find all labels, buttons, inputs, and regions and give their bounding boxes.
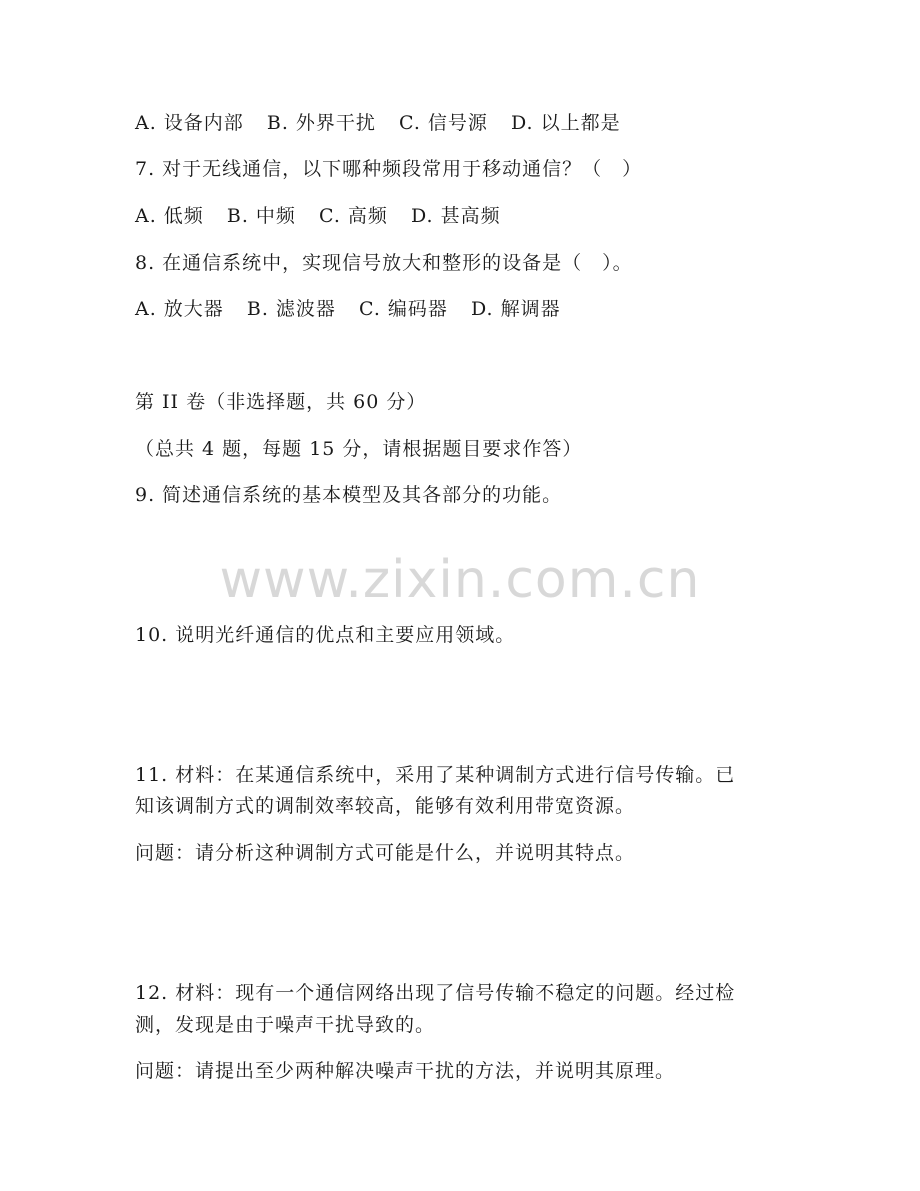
q8-option-a: A. 放大器	[135, 298, 224, 320]
question-9: 9. 简述通信系统的基本模型及其各部分的功能。	[135, 484, 563, 506]
q7-option-a: A. 低频	[135, 205, 204, 227]
question-11-material-line-1: 11. 材料：在某通信系统中，采用了某种调制方式进行信号传输。已	[135, 764, 736, 786]
q7-option-d: D. 甚高频	[410, 205, 501, 227]
q6-option-c: C. 信号源	[398, 112, 488, 134]
q6-options	[135, 111, 637, 135]
section-2-title: 第 II 卷（非选择题，共 60 分）	[135, 391, 427, 413]
question-10: 10. 说明光纤通信的优点和主要应用领域。	[135, 624, 516, 646]
question-8: 8. 在通信系统中，实现信号放大和整形的设备是（ ）。	[135, 252, 633, 274]
q7-option-b: B. 中频	[226, 205, 296, 227]
q7-options	[135, 204, 517, 228]
q8-option-d: D. 解调器	[470, 298, 561, 320]
q6-option-a: A. 设备内部	[135, 112, 244, 134]
watermark: www.zixin.com.cn	[219, 550, 701, 610]
question-11-material-line-2: 知该调制方式的调制效率较高，能够有效利用带宽资源。	[135, 795, 636, 817]
q7-option-c: C. 高频	[318, 205, 388, 227]
question-12-material-line-1: 12. 材料：现有一个通信网络出现了信号传输不稳定的问题。经过检	[135, 982, 736, 1004]
section-2-note: （总共 4 题，每题 15 分，请根据题目要求作答）	[135, 438, 583, 460]
question-7: 7. 对于无线通信，以下哪种频段常用于移动通信？（ ）	[135, 158, 643, 180]
q6-option-b: B. 外界干扰	[266, 112, 376, 134]
question-12-prompt: 问题：请提出至少两种解决噪声干扰的方法，并说明其原理。	[135, 1060, 676, 1082]
q8-option-b: B. 滤波器	[246, 298, 336, 320]
question-11-prompt: 问题：请分析这种调制方式可能是什么，并说明其特点。	[135, 842, 636, 864]
q6-option-d: D. 以上都是	[510, 112, 621, 134]
q8-options	[135, 297, 577, 321]
q8-option-c: C. 编码器	[358, 298, 448, 320]
question-12-material-line-2: 测，发现是由于噪声干扰导致的。	[135, 1014, 436, 1036]
